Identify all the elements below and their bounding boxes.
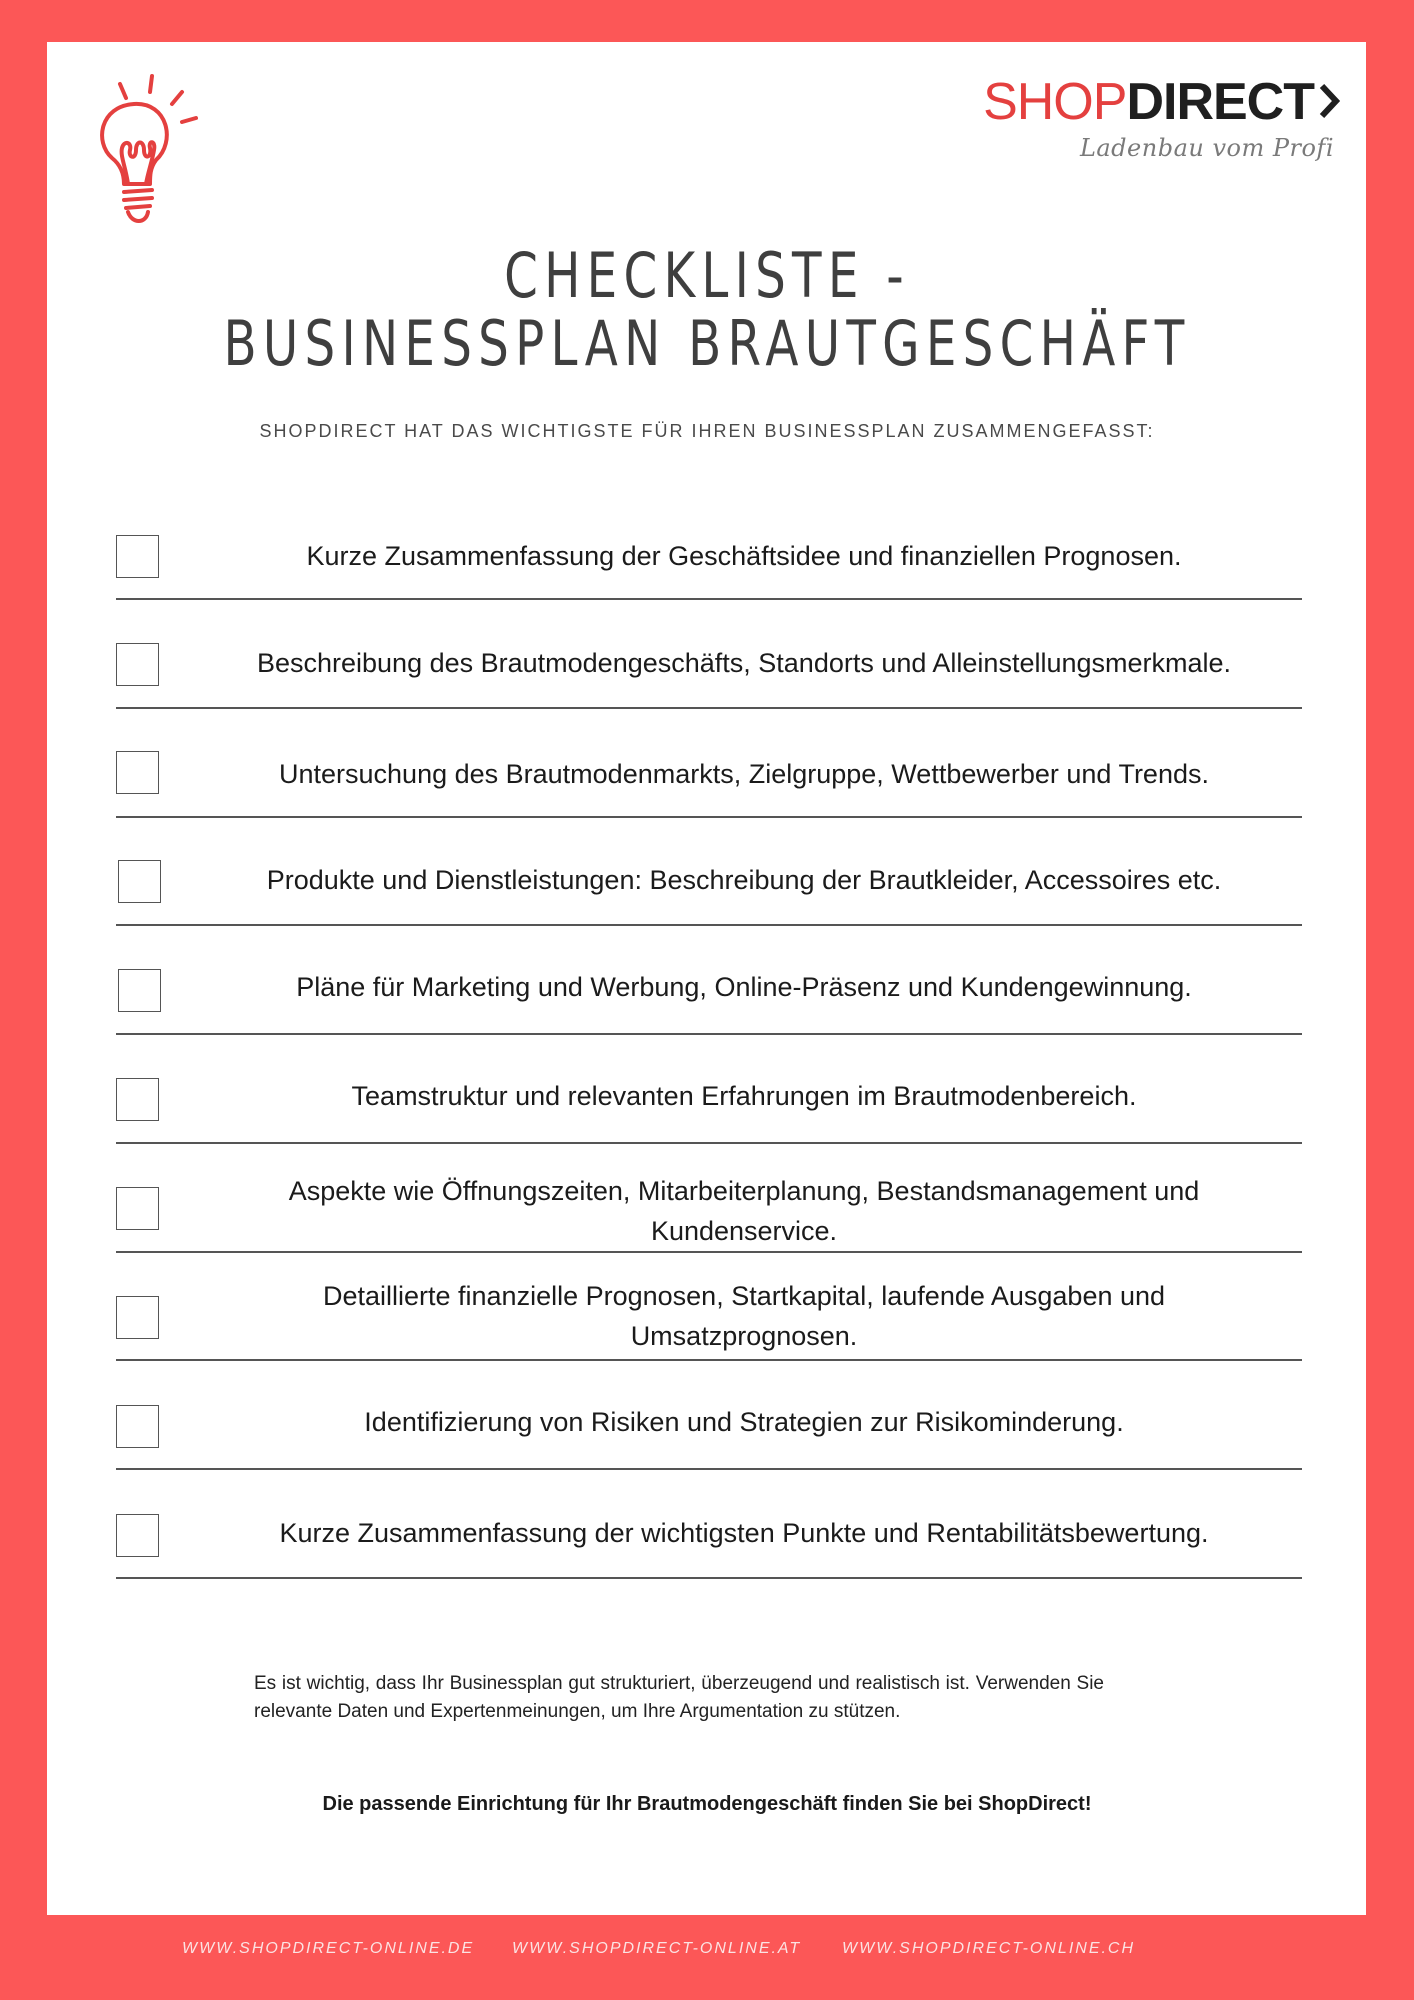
checklist-item-label: Identifizierung von Risiken und Strategien zur Risikominderung. xyxy=(364,1407,1124,1437)
checklist-item xyxy=(116,818,1302,926)
divider xyxy=(116,924,1302,926)
checkbox[interactable] xyxy=(116,1514,159,1557)
checklist-item xyxy=(116,927,1302,1035)
checkbox[interactable] xyxy=(116,751,159,794)
divider xyxy=(116,1577,1302,1579)
checklist-item xyxy=(116,1362,1302,1470)
checklist-item-label: Aspekte wie Öffnungszeiten, Mitarbeiterplanung, Bestandsmanagement und Kundenservice. xyxy=(288,1176,1200,1246)
divider xyxy=(116,598,1302,600)
divider xyxy=(116,1142,1302,1144)
divider xyxy=(116,707,1302,709)
checklist-item xyxy=(116,492,1302,600)
checklist-item xyxy=(116,601,1302,709)
call-to-action: Die passende Einrichtung für Ihr Brautmodengeschäft finden Sie bei ShopDirect! xyxy=(322,1793,1092,1815)
divider xyxy=(116,1359,1302,1361)
page-title-line1: CHECKLISTE - xyxy=(504,239,910,312)
footer-link-de[interactable]: WWW.SHOPDIRECT-ONLINE.DE xyxy=(182,1940,475,1957)
brand-name-part2: DIRECT xyxy=(1126,73,1314,131)
checklist-item-label: Kurze Zusammenfassung der wichtigsten Punkte und Rentabilitätsbewertung. xyxy=(279,1518,1209,1548)
page-title-line2: BUSINESSPLAN BRAUTGESCHÄFT xyxy=(223,307,1191,380)
checkbox[interactable] xyxy=(116,643,159,686)
checklist-item-label: Kurze Zusammenfassung der Geschäftsidee und finanziellen Prognosen. xyxy=(306,541,1182,571)
checkbox[interactable] xyxy=(118,969,161,1012)
checkbox[interactable] xyxy=(116,535,159,578)
checklist-item xyxy=(116,1145,1302,1253)
checkbox[interactable] xyxy=(116,1187,159,1230)
checklist-item-label: Detaillierte finanzielle Prognosen, Startkapital, laufende Ausgaben und Umsatzprognosen. xyxy=(322,1281,1166,1351)
divider xyxy=(116,1468,1302,1470)
page-subtitle: SHOPDIRECT HAT DAS WICHTIGSTE FÜR IHREN BUSINESSPLAN ZUSAMMENGEFASST: xyxy=(259,421,1155,441)
brand-tagline: Ladenbau vom Profi xyxy=(1079,134,1334,162)
checkbox[interactable] xyxy=(118,860,161,903)
checkbox[interactable] xyxy=(116,1405,159,1448)
checklist-item-label: Produkte und Dienstleistungen: Beschreibung der Brautkleider, Accessoires etc. xyxy=(266,865,1222,895)
divider xyxy=(116,1033,1302,1035)
checklist-item xyxy=(116,1036,1302,1144)
footer-link-ch[interactable]: WWW.SHOPDIRECT-ONLINE.CH xyxy=(842,1940,1136,1957)
checklist-item-label: Untersuchung des Brautmodenmarkts, Zielgruppe, Wettbewerber und Trends. xyxy=(279,759,1209,789)
footer-link-at[interactable]: WWW.SHOPDIRECT-ONLINE.AT xyxy=(512,1940,802,1957)
closing-note: Es ist wichtig, dass Ihr Businessplan gut strukturiert, überzeugend und realistisch ist. Verwenden Sie relevante Daten und Expertenmeinungen, um Ihre Argumentation zu stützen. xyxy=(254,1673,1104,1722)
checkbox[interactable] xyxy=(116,1296,159,1339)
checklist-item-label: Beschreibung des Brautmodengeschäfts, Standorts und Alleinstellungsmerkmale. xyxy=(256,648,1232,678)
checkbox[interactable] xyxy=(116,1078,159,1121)
checklist-item-label: Pläne für Marketing und Werbung, Online-Präsenz und Kundengewinnung. xyxy=(296,972,1192,1002)
checklist-item xyxy=(116,1471,1302,1579)
checklist-item-label: Teamstruktur und relevanten Erfahrungen im Brautmodenbereich. xyxy=(351,1081,1137,1111)
checklist-item xyxy=(116,1253,1302,1361)
checklist-item xyxy=(116,710,1302,818)
brand-name-part1: SHOP xyxy=(983,73,1127,131)
